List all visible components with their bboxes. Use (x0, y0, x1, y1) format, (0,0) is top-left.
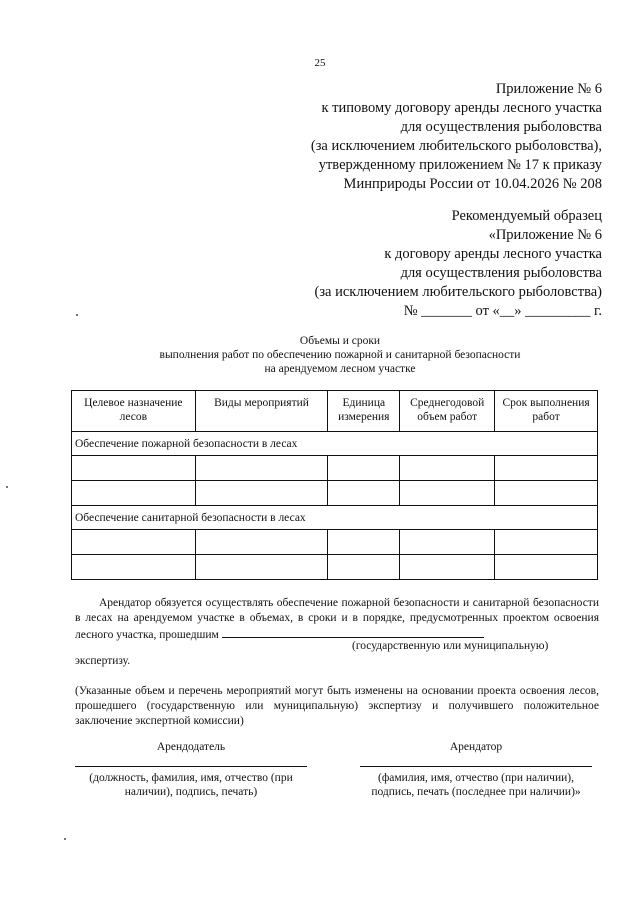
table-cell (495, 456, 598, 481)
sample-line: Рекомендуемый образец (451, 208, 602, 224)
amendment-paragraph: (Указанные объем и перечень мероприятий могут быть изменены на основании проекта освоения лесов, прошедшего (государственную или муниципальную) экспертизу и получившего положительное заключение экспертной комиссии) (75, 685, 599, 727)
expertise-word: экспертизу. (75, 655, 131, 667)
header-unit: Единица измерения (328, 391, 400, 432)
table-row (72, 481, 598, 506)
table-cell (195, 481, 328, 506)
document-title (0, 334, 640, 376)
lessee-signature-block (360, 740, 592, 799)
lessor-signature-line (75, 766, 307, 767)
header-forest-purpose: Целевое назначение лесов (72, 391, 196, 432)
table-cell (195, 456, 328, 481)
lessor-hint: (должность, фамилия, имя, отчество (при наличии), подпись, печать) (89, 772, 293, 798)
header-deadline: Срок выполнения работ (495, 391, 598, 432)
table-row (72, 456, 598, 481)
sample-line: № _______ от «__» _________ г. (403, 303, 602, 319)
appendix-header (311, 80, 602, 194)
table-cell (328, 530, 400, 555)
lessor-label: Арендодатель (156, 741, 226, 753)
sample-line: «Приложение № 6 (488, 227, 602, 243)
scan-speck (76, 314, 78, 316)
section-row-fire (72, 432, 598, 456)
appendix-line: утвержденному приложением № 17 к приказу (318, 157, 602, 173)
table-cell (400, 555, 495, 580)
lessee-hint: (фамилия, имя, отчество (при наличии), подпись, печать (последнее при наличии)» (371, 772, 581, 798)
table-row (72, 530, 598, 555)
table-cell (72, 481, 196, 506)
table-cell (495, 481, 598, 506)
lessee-signature-line (360, 766, 592, 767)
table-cell (72, 555, 196, 580)
table-cell (328, 555, 400, 580)
obligation-text: Арендатор обязуется осуществлять обеспечение пожарной безопасности и санитарной безопасности в лесах на арендуемом участке в объемах, в сроки и в порядке, предусмотренных проектом освоения лесного участка, прошедшим (75, 597, 599, 641)
header-annual-volume: Среднегодовой объем работ (400, 391, 495, 432)
lessee-label: Арендатор (449, 741, 503, 753)
appendix-line: к типовому договору аренды лесного участка (321, 100, 602, 116)
table-cell (72, 530, 196, 555)
sample-header (314, 207, 602, 321)
sample-line: для осуществления рыболовства (400, 265, 602, 281)
table-row (72, 555, 598, 580)
table-cell (400, 456, 495, 481)
table-cell (495, 555, 598, 580)
table-cell (400, 481, 495, 506)
table-cell (72, 456, 196, 481)
sample-line: (за исключением любительского рыболовства) (314, 284, 602, 300)
obligation-paragraph (75, 596, 599, 643)
table-cell (328, 481, 400, 506)
table-cell (400, 530, 495, 555)
lessor-signature-block (75, 740, 307, 799)
appendix-line: (за исключением любительского рыболовства), (310, 138, 602, 154)
expertise-type-hint: (государственную или муниципальную) (352, 640, 549, 652)
page-number: 25 (314, 57, 326, 69)
header-activity-types: Виды мероприятий (195, 391, 328, 432)
scan-speck (64, 838, 66, 840)
title-line: выполнения работ по обеспечению пожарной и санитарной безопасности (159, 349, 521, 361)
section-sanitary-safety: Обеспечение санитарной безопасности в лесах (72, 506, 598, 530)
table-cell (195, 530, 328, 555)
table-cell (195, 555, 328, 580)
table-cell (495, 530, 598, 555)
works-table (71, 390, 598, 580)
title-line: Объемы и сроки (299, 335, 381, 347)
title-line: на арендуемом лесном участке (264, 363, 416, 375)
appendix-line: для осуществления рыболовства (400, 119, 602, 135)
scan-speck (6, 486, 8, 488)
appendix-line: Минприроды России от 10.04.2026 № 208 (343, 176, 602, 192)
appendix-line: Приложение № 6 (495, 81, 602, 97)
table-cell (328, 456, 400, 481)
table-header-row (72, 391, 598, 432)
expertise-fill-line (222, 626, 484, 638)
section-row-sanitary (72, 506, 598, 530)
section-fire-safety: Обеспечение пожарной безопасности в лесах (72, 432, 598, 456)
sample-line: к договору аренды лесного участка (384, 246, 602, 262)
